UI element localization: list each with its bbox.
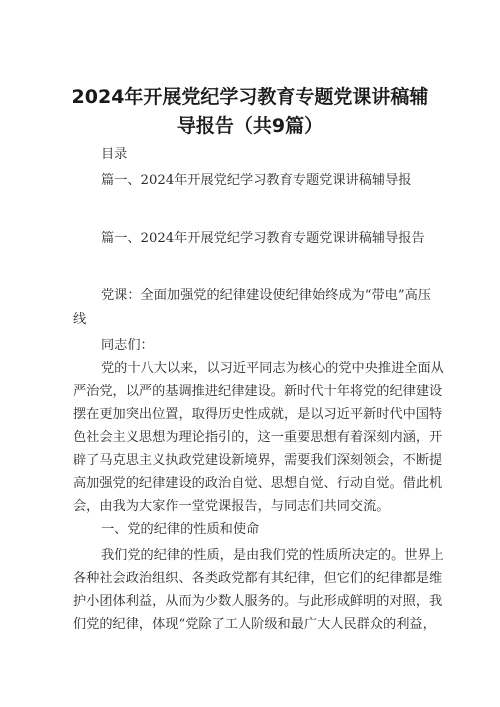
paragraph-1-line: 辟了马克思主义执政党建设新境界，需要我们深刻领会，不断提 bbox=[73, 453, 443, 468]
paragraph-1-line: 党的十八大以来，以习近平同志为核心的党中央推进全面从 bbox=[101, 361, 444, 376]
lecture-title-line-2: 线 bbox=[73, 312, 87, 327]
section-1-heading: 一、党的纪律的性质和使命 bbox=[101, 522, 260, 537]
paragraph-2-line: 们党的纪律，体现“党除了工人阶级和最广大人民群众的利益， bbox=[73, 617, 436, 632]
toc-heading: 目录 bbox=[101, 147, 128, 162]
paragraph-2-line: 各种社会政治组织、各类政党都有其纪律，但它们的纪律都是维 bbox=[73, 571, 443, 586]
paragraph-1-line: 高加强党的纪律建设的政治自觉、思想自觉、行动自觉。借此机 bbox=[73, 476, 443, 491]
paragraph-1-line: 会，由我为大家作一堂党课报告，与同志们共同交流。 bbox=[73, 499, 390, 514]
lecture-title-line-1: 党课：全面加强党的纪律建设使纪律始终成为“带电”高压 bbox=[101, 288, 431, 303]
paragraph-1-line: 色社会主义思想为理论指引的，这一重要思想有着深刻内涵，开 bbox=[73, 430, 443, 445]
paragraph-1-line: 严治党，以严的基调推进纪律建设。新时代十年将党的纪律建设 bbox=[73, 384, 443, 399]
paragraph-2-line: 护小团体利益，从而为少数人服务的。与此形成鲜明的对照，我 bbox=[73, 594, 443, 609]
chapter-heading: 篇一、2024年开展党纪学习教育专题党课讲稿辅导报告 bbox=[101, 231, 425, 246]
document-title-line-2: 导报告（共9篇） bbox=[176, 115, 324, 137]
paragraph-2-line: 我们党的纪律的性质，是由我们党的性质所决定的。世界上 bbox=[101, 548, 444, 563]
paragraph-1-line: 摆在更加突出位置，取得历史性成就，是以习近平新时代中国特 bbox=[73, 407, 443, 422]
greeting: 同志们： bbox=[101, 338, 154, 353]
document-title-line-1: 2024年开展党纪学习教育专题党课讲稿辅 bbox=[71, 86, 429, 108]
toc-item[interactable]: 篇一、2024年开展党纪学习教育专题党课讲稿辅导报 bbox=[101, 173, 412, 188]
